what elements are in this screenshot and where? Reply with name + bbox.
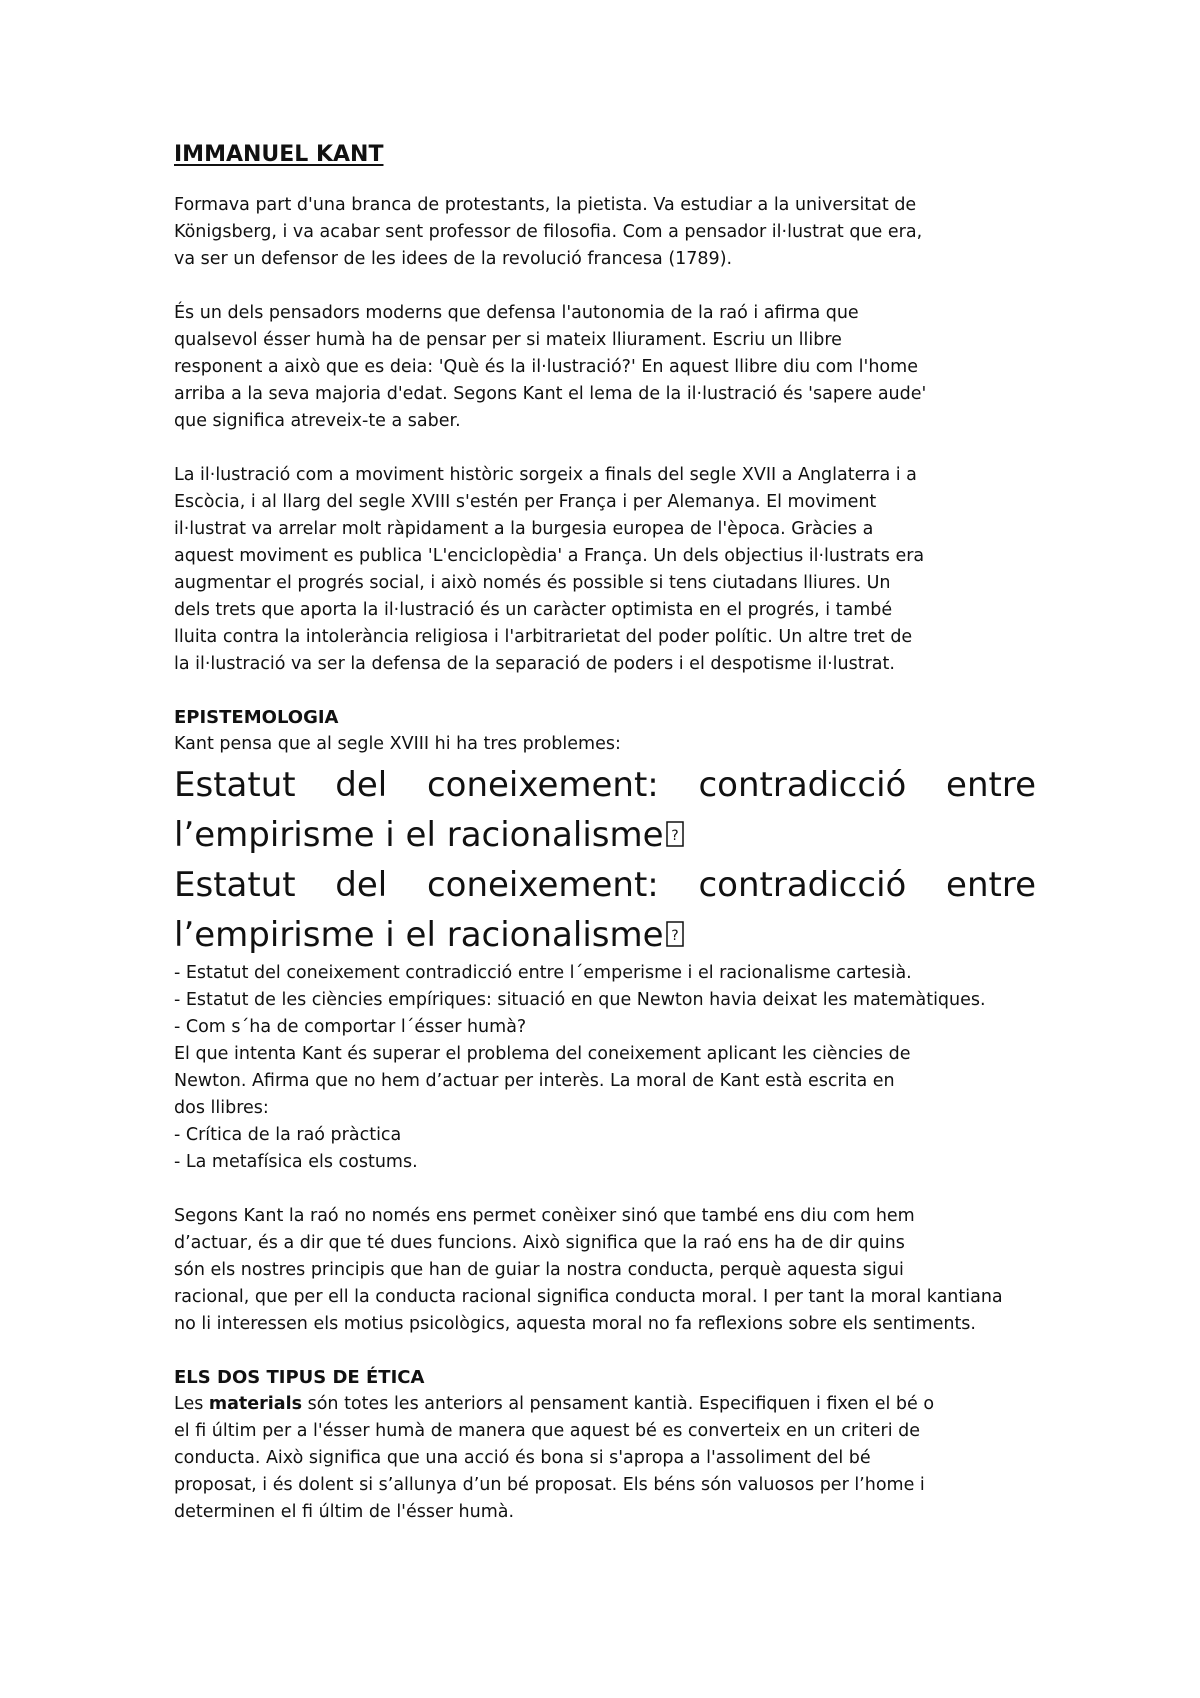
text-line: aquest moviment es publica 'L'enciclopèdia' a França. Un dels objectius il·lustrats era xyxy=(174,546,925,566)
epistemologia-list xyxy=(174,960,1036,1176)
paragraph-reason xyxy=(174,1203,1036,1338)
svg-text:?: ? xyxy=(670,828,679,844)
list-item: - Com s´ha de comportar l´ésser humà? xyxy=(174,1017,527,1037)
text-line: il·lustrat va arrelar molt ràpidament a la burgesia europea de l'època. Gràcies a xyxy=(174,519,874,539)
large-word: contradicció xyxy=(698,865,907,905)
epistemologia-intro: Kant pensa que al segle XVIII hi ha tres problemes: xyxy=(174,734,621,754)
text-line: d’actuar, és a dir que té dues funcions. Això significa que la raó ens ha de dir quins xyxy=(174,1233,905,1253)
list-item: - Estatut del coneixement contradicció entre l´emperisme i el racionalisme cartesià. xyxy=(174,963,912,983)
paragraph-enlightenment xyxy=(174,462,1036,678)
text-line: La il·lustració com a moviment històric sorgeix a finals del segle XVII a Anglaterra i a xyxy=(174,465,917,485)
large-word: coneixement: xyxy=(426,865,659,905)
text-line: proposat, i és dolent si s’allunya d’un bé proposat. Els béns són valuosos per l’home i xyxy=(174,1475,925,1495)
large-word: Estatut xyxy=(174,765,296,805)
text-line: responent a això que es deia: 'Què és la il·lustració?' En aquest llibre diu com l'home xyxy=(174,357,918,377)
large-statement-line: l’empirisme i el racionalisme ? xyxy=(174,910,1036,960)
section-heading-etica: ELS DOS TIPUS DE ÉTICA xyxy=(174,1367,425,1388)
large-word: entre xyxy=(946,765,1036,805)
text-line: Newton. Afirma que no hem d’actuar per interès. La moral de Kant està escrita en xyxy=(174,1071,895,1091)
bold-term: materials xyxy=(208,1394,303,1414)
text-line: Formava part d'una branca de protestants, la pietista. Va estudiar a la universitat de xyxy=(174,195,917,215)
list-item: - Estatut de les ciències empíriques: situació en que Newton havia deixat les matemàtiques. xyxy=(174,990,986,1010)
section-heading-epistemologia: EPISTEMOLOGIA xyxy=(174,707,339,728)
large-word: Estatut xyxy=(174,865,296,905)
text-line: Les materials són totes les anteriors al pensament kantià. Especifiquen i fixen el bé o xyxy=(174,1394,935,1414)
text-line: determinen el fi últim de l'ésser humà. xyxy=(174,1502,515,1522)
text-line: va ser un defensor de les idees de la revolució francesa (1789). xyxy=(174,249,733,269)
large-statement-line: l’empirisme i el racionalisme ? xyxy=(174,810,1036,860)
text-line: dos llibres: xyxy=(174,1098,269,1118)
text-line: arriba a la seva majoria d'edat. Segons Kant el lema de la il·lustració és 'sapere aude' xyxy=(174,384,927,404)
large-word: del xyxy=(335,765,388,805)
text-line: És un dels pensadors moderns que defensa l'autonomia de la raó i afirma que xyxy=(174,303,859,323)
document-title: IMMANUEL KANT xyxy=(174,142,384,167)
large-statement xyxy=(174,860,1036,960)
svg-text:?: ? xyxy=(670,928,679,944)
large-word: coneixement: xyxy=(426,765,659,805)
text-line: Segons Kant la raó no només ens permet conèixer sinó que també ens diu com hem xyxy=(174,1206,915,1226)
spacer xyxy=(174,1176,1036,1203)
large-word: del xyxy=(335,865,388,905)
text-line: conducta. Això significa que una acció és bona si s'apropa a l'assoliment del bé xyxy=(174,1448,871,1468)
text-line: lluita contra la intolerància religiosa i l'arbitrarietat del poder polític. Un altre tret de xyxy=(174,627,913,647)
text-line: El que intenta Kant és superar el problema del coneixement aplicant les ciències de xyxy=(174,1044,911,1064)
large-statement xyxy=(174,760,1036,860)
text-line: el fi últim per a l'ésser humà de manera que aquest bé es converteix en un criteri de xyxy=(174,1421,921,1441)
text-line: Königsberg, i va acabar sent professor de filosofia. Com a pensador il·lustrat que era, xyxy=(174,222,923,242)
text-line: que significa atreveix-te a saber. xyxy=(174,411,461,431)
text-line: racional, que per ell la conducta racional significa conducta moral. I per tant la moral kantiana xyxy=(174,1287,1003,1307)
missing-glyph-icon xyxy=(665,819,685,849)
large-statement-line xyxy=(174,860,1036,910)
list-item: - Crítica de la raó pràctica xyxy=(174,1125,402,1145)
paragraph-etica xyxy=(174,1391,1036,1526)
text-line: la il·lustració va ser la defensa de la separació de poders i el despotisme il·lustrat. xyxy=(174,654,895,674)
list-item: - La metafísica els costums. xyxy=(174,1152,418,1172)
text-line: no li interessen els motius psicològics, aquesta moral no fa reflexions sobre els sentiments. xyxy=(174,1314,976,1334)
missing-glyph-icon xyxy=(665,919,685,949)
paragraph-autonomy xyxy=(174,300,1036,435)
text-line: qualsevol ésser humà ha de pensar per si mateix lliurament. Escriu un llibre xyxy=(174,330,842,350)
text-line: dels trets que aporta la il·lustració és un caràcter optimista en el progrés, i també xyxy=(174,600,893,620)
text-line: augmentar el progrés social, i això només és possible si tens ciutadans lliures. Un xyxy=(174,573,891,593)
large-word: contradicció xyxy=(698,765,907,805)
text-line: Escòcia, i al llarg del segle XVIII s'estén per França i per Alemanya. El moviment xyxy=(174,492,877,512)
document-page xyxy=(174,140,1036,1526)
text-line: són els nostres principis que han de guiar la nostra conducta, perquè aquesta sigui xyxy=(174,1260,904,1280)
large-statement-line xyxy=(174,760,1036,810)
large-word: entre xyxy=(946,865,1036,905)
paragraph-biography xyxy=(174,192,1036,273)
